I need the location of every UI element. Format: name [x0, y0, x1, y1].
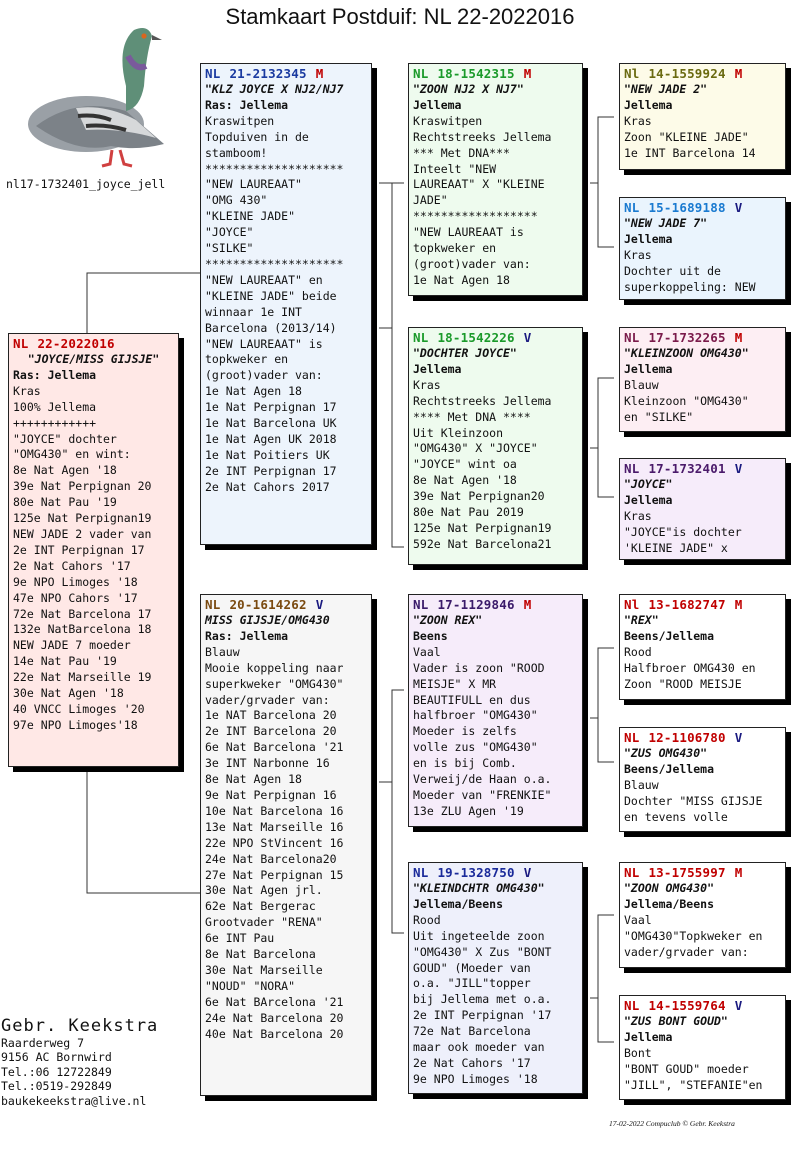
info-line: Uit Kleinzoon [413, 425, 504, 440]
info-line: 8e Nat Barcelona [205, 947, 316, 962]
info-line: Kras [624, 247, 652, 262]
country-code: Nl [624, 66, 640, 81]
dss-card [619, 594, 786, 700]
info-line: 62e Nat Bergerac [205, 899, 316, 914]
info-line: BEAUTIFULL en dus [413, 692, 531, 707]
ring-number: 17-1129846 [437, 597, 515, 612]
owner-line: Raarderweg 7 [1, 1036, 85, 1050]
info-line: 47e NPO Cahors '17 [13, 590, 138, 605]
info-line: 1e NAT Barcelona 20 [205, 708, 337, 723]
owner-address [1, 1036, 158, 1108]
info-line: "BONT GOUD" moeder [624, 1061, 749, 1076]
ssd-card [619, 197, 786, 300]
sex-marker: M [734, 330, 743, 345]
info-line: Zoon "ROOD MEISJE [624, 676, 742, 691]
info-line: stamboom! [205, 145, 268, 160]
info-line: 125e Nat Perpignan19 [13, 511, 152, 526]
info-line: "JOYCE" [205, 225, 254, 240]
country-code: NL [205, 66, 221, 81]
info-line: 3e INT Narbonne 16 [205, 756, 330, 771]
info-line: "JOYCE" wint oa [413, 457, 517, 472]
info-line: Grootvader "RENA" [205, 915, 323, 930]
info-lines [413, 378, 578, 553]
breed: Ras: Jellema [13, 367, 97, 382]
info-line: 72e Nat Barcelona [413, 1024, 531, 1039]
info-line: 10e Nat Barcelona 16 [205, 803, 344, 818]
breed: Jellema [624, 1029, 673, 1044]
country-code: NL [413, 865, 429, 880]
info-line: ++++++++++++ [13, 415, 97, 430]
breed: Jellema [624, 361, 673, 376]
info-lines [624, 248, 781, 296]
sex-marker: M [734, 597, 743, 612]
ring-number: 13-1755997 [648, 865, 726, 880]
ring-number: 18-1542315 [437, 66, 515, 81]
info-line: Kleinzoon "OMG430" [624, 393, 749, 408]
country-code: Nl [624, 597, 640, 612]
dam-sire-card [408, 594, 583, 827]
info-line: (groot)vader van: [413, 256, 531, 271]
info-line: 30e Nat Agen '18 [13, 686, 124, 701]
sire-card [200, 63, 372, 545]
info-line: superkweker "OMG430" [205, 676, 344, 691]
info-line: "OMG430"Topkweker en [624, 928, 763, 943]
info-line: 2e Nat Cahors '17 [413, 1055, 531, 1070]
info-line: 72e Nat Barcelona 17 [13, 606, 152, 621]
info-line: "NEW LAUREAAT" [205, 177, 302, 192]
sds-card [619, 327, 786, 432]
info-line: 9e NPO Limoges '18 [413, 1071, 538, 1086]
info-line: Uit ingeteelde zoon [413, 928, 545, 943]
info-lines [413, 114, 578, 289]
ring-number: 17-1732265 [648, 330, 726, 345]
ring-number: 14-1559924 [648, 66, 726, 81]
info-line: superkoppeling: NEW [624, 279, 756, 294]
info-line: 30e Nat Marseille [205, 962, 323, 977]
ring-number: 19-1328750 [437, 865, 515, 880]
dds-card [619, 862, 786, 968]
info-line: "JOYCE"is dochter [624, 524, 742, 539]
info-line: 1e Nat Agen 18 [205, 384, 302, 399]
info-line: Halfbroer OMG430 en [624, 660, 756, 675]
pigeon-name: MISS GIJSJE/OMG430 [205, 613, 330, 627]
info-line: Verweij/de Haan o.a. [413, 772, 552, 787]
info-line: "OMG430" en wint: [13, 447, 131, 462]
info-line: maar ook moeder van [413, 1040, 545, 1055]
country-code: NL [13, 336, 29, 351]
info-line: Rood [624, 644, 652, 659]
info-line: Dochter uit de [624, 263, 721, 278]
info-line: "NEW LAUREAAT" en [205, 272, 323, 287]
info-line: Kras [624, 113, 652, 128]
info-line: 592e Nat Barcelona21 [413, 536, 552, 551]
dam-card [200, 594, 372, 1096]
info-line: "NEW LAUREAAT" is [205, 336, 323, 351]
sex-marker: V [315, 597, 324, 612]
ring-number: 22-2022016 [37, 336, 115, 351]
info-line: 1e Nat Poitiers UK [205, 447, 330, 462]
info-lines [624, 645, 781, 693]
info-line: Barcelona (2013/14) [205, 320, 337, 335]
info-line: Vader is zoon "ROOD [413, 660, 545, 675]
info-lines [624, 913, 781, 961]
info-line: 100% Jellema [13, 399, 97, 414]
info-line: "SILKE" [205, 241, 254, 256]
sire-dam-card [408, 327, 583, 565]
sex-marker: M [523, 597, 532, 612]
pigeon-name: "ZOON OMG430" [624, 881, 715, 895]
info-line: "OMG 430" [205, 193, 268, 208]
info-line: en is bij Comb. [413, 756, 517, 771]
info-lines [413, 913, 578, 1088]
info-line: 6e Nat BArcelona '21 [205, 994, 344, 1009]
info-line: 2e INT Barcelona 20 [205, 724, 337, 739]
sex-marker: M [734, 865, 743, 880]
dsd-card [619, 727, 786, 832]
info-line: topkweker en [205, 352, 289, 367]
info-line: 13e Nat Marseille 16 [205, 819, 344, 834]
info-line: 22e Nat Marseille 19 [13, 670, 152, 685]
info-lines [624, 509, 781, 557]
info-line: 40 VNCC Limoges '20 [13, 701, 145, 716]
pigeon-name: "ZUS BONT GOUD" [624, 1014, 728, 1028]
breed: Beens/Jellema [624, 761, 715, 776]
sdd-card [619, 458, 786, 560]
info-line: 2e INT Perpignan 17 [13, 542, 145, 557]
info-line: 24e Nat Barcelona 20 [205, 1010, 344, 1025]
info-line: 22e NPO StVincent 16 [205, 835, 344, 850]
info-lines [624, 378, 781, 426]
info-line: Vaal [413, 644, 441, 659]
info-line: (groot)vader van: [205, 368, 323, 383]
info-line: *** Met DNA*** [413, 145, 510, 160]
info-line: **** Met DNA **** [413, 409, 531, 424]
breed: Beens/Jellema [624, 628, 715, 643]
sex-marker: M [734, 66, 743, 81]
pigeon-name: "KLEINZOON OMG430" [624, 346, 749, 360]
sex-marker: V [523, 330, 532, 345]
country-code: NL [624, 200, 640, 215]
info-line: Bont [624, 1045, 652, 1060]
breed: Ras: Jellema [205, 628, 289, 643]
info-lines [13, 384, 174, 734]
info-line: "JOYCE" dochter [13, 431, 117, 446]
info-line: Rood [413, 912, 441, 927]
footer-credit: 17-02-2022 Compuclub © Gebr. Keekstra [609, 1119, 735, 1128]
info-line: Blauw [624, 777, 659, 792]
ring-number: 18-1542226 [437, 330, 515, 345]
info-line: ****************** [413, 209, 538, 224]
info-line: halfbroer "OMG430" [413, 708, 538, 723]
info-line: 9e NPO Limoges '18 [13, 574, 138, 589]
country-code: NL [413, 330, 429, 345]
sex-marker: V [734, 200, 743, 215]
owner-line: baukekeekstra@live.nl [1, 1093, 147, 1108]
breed: Jellema/Beens [624, 896, 715, 911]
info-line: Kras [413, 377, 441, 392]
pigeon-name: "KLEINDCHTR OMG430" [413, 881, 545, 895]
pigeon-name: "DOCHTER JOYCE" [413, 346, 517, 360]
info-line: Rechtstreeks Jellema [413, 129, 552, 144]
info-line: 6e Nat Barcelona '21 [205, 740, 344, 755]
info-line: Moeder is zelfs [413, 724, 517, 739]
ring-number: 13-1682747 [648, 597, 726, 612]
info-line: "NOUD" "NORA" [205, 978, 296, 993]
info-line: LAUREAAT" X "KLEINE [413, 177, 545, 192]
info-line: 80e Nat Pau 2019 [413, 505, 524, 520]
info-line: GOUD" (Moeder van [413, 960, 531, 975]
sex-marker: V [734, 461, 743, 476]
ring-number: 14-1559764 [648, 998, 726, 1013]
info-lines [624, 1046, 781, 1094]
info-line: 132e NatBarcelona 18 [13, 622, 152, 637]
info-lines [205, 645, 367, 1043]
info-line: ******************** [205, 161, 344, 176]
info-line: 39e Nat Perpignan 20 [13, 479, 152, 494]
pigeon-name: "KLZ JOYCE X NJ2/NJ7 [205, 82, 344, 96]
info-line: volle zus "OMG430" [413, 740, 538, 755]
pigeon-name: "REX" [624, 613, 659, 627]
info-lines [624, 114, 781, 162]
pigeon-name: "NEW JADE 7" [624, 216, 708, 230]
info-line: 1e Nat Agen 18 [413, 272, 510, 287]
breed: Jellema [413, 361, 462, 376]
info-line: 2e Nat Cahors 2017 [205, 479, 330, 494]
info-line: Kras [624, 508, 652, 523]
country-code: NL [624, 461, 640, 476]
info-line: 6e INT Pau [205, 931, 275, 946]
breed: Ras: Jellema [205, 97, 289, 112]
info-line: NEW JADE 7 moeder [13, 638, 131, 653]
info-line: Blauw [624, 377, 659, 392]
info-line: "JILL", "STEFANIE"en [624, 1077, 763, 1092]
info-line: 1e Nat Agen UK 2018 [205, 431, 337, 446]
info-line: JADE" [413, 193, 448, 208]
breed: Jellema [624, 492, 673, 507]
sss-card [619, 63, 786, 170]
info-line: Vaal [624, 912, 652, 927]
info-line: Moeder van "FRENKIE" [413, 787, 552, 802]
info-line: MEISJE" X MR [413, 676, 497, 691]
pigeon-name: "ZOON NJ2 X NJ7" [413, 82, 524, 96]
sex-marker: M [523, 66, 532, 81]
info-line: Inteelt "NEW [413, 161, 497, 176]
breed: Jellema [413, 97, 462, 112]
info-line: 1e Nat Barcelona UK [205, 416, 337, 431]
info-line: o.a. "JILL"topper [413, 976, 531, 991]
ring-number: 21-2132345 [229, 66, 307, 81]
owner-name: Gebr. Keekstra [1, 1016, 159, 1036]
owner-line: 9156 AC Bornwird [1, 1050, 112, 1065]
sex-marker: V [734, 730, 743, 745]
ring-number: 12-1106780 [648, 730, 726, 745]
info-line: "KLEINE JADE" beide [205, 288, 337, 303]
info-line: bij Jellema met o.a. [413, 992, 552, 1007]
pigeon-name: "ZUS OMG430" [624, 746, 708, 760]
ring-number: 17-1732401 [648, 461, 726, 476]
sex-marker: V [734, 998, 743, 1013]
ring-number: 15-1689188 [648, 200, 726, 215]
info-lines [413, 645, 578, 820]
country-code: NL [624, 865, 640, 880]
info-line: ******************** [205, 256, 344, 271]
country-code: NL [624, 730, 640, 745]
info-line: 30e Nat Agen jrl. [205, 883, 323, 898]
info-line: en tevens volle [624, 809, 728, 824]
pigeon-name: "ZOON REX" [413, 613, 483, 627]
page-title: Stamkaart Postduif: NL 22-2022016 [225, 4, 575, 29]
info-line: 24e Nat Barcelona20 [205, 851, 337, 866]
country-code: NL [624, 330, 640, 345]
info-line: "NEW LAUREAAT is [413, 225, 524, 240]
info-line: 8e Nat Agen '18 [413, 473, 517, 488]
country-code: NL [413, 66, 429, 81]
info-line: NEW JADE 2 vader van [13, 526, 152, 541]
subject-card [8, 333, 179, 767]
ddd-card [619, 995, 786, 1100]
info-line: 8e Nat Agen 18 [205, 772, 302, 787]
owner-line: Tel.:06 12722849 [1, 1064, 112, 1079]
info-line: 8e Nat Agen '18 [13, 463, 117, 478]
info-line: topkweker en [413, 241, 497, 256]
info-line: Dochter "MISS GIJSJE [624, 793, 763, 808]
pigeon-name: "JOYCE" [624, 477, 673, 491]
info-line: 1e INT Barcelona 14 [624, 145, 756, 160]
info-line: 13e ZLU Agen '19 [413, 803, 524, 818]
info-line: 97e NPO Limoges'18 [13, 717, 138, 732]
info-line: 2e Nat Cahors '17 [13, 558, 131, 573]
info-line: Mooie koppeling naar [205, 660, 344, 675]
info-line: 9e Nat Perpignan 16 [205, 787, 337, 802]
country-code: NL [624, 998, 640, 1013]
info-line: "KLEINE JADE" [205, 209, 296, 224]
sex-marker: M [315, 66, 324, 81]
pigeon-name: "JOYCE/MISS GIJSJE" [27, 352, 160, 366]
info-line: Topduiven in de [205, 129, 309, 144]
info-line: 27e Nat Perpignan 15 [205, 867, 344, 882]
info-lines [205, 114, 367, 496]
info-line: 40e Nat Barcelona 20 [205, 1026, 344, 1041]
info-line: "OMG430" X Zus "BONT [413, 944, 552, 959]
owner-block [1, 1016, 158, 1108]
info-line: Kraswitpen [413, 113, 483, 128]
info-line: 14e Nat Pau '19 [13, 654, 117, 669]
info-line: vader/grvader van: [205, 692, 330, 707]
country-code: NL [205, 597, 221, 612]
info-line: winnaar 1e INT [205, 304, 302, 319]
info-line: 125e Nat Perpignan19 [413, 520, 552, 535]
info-line: Rechtstreeks Jellema [413, 393, 552, 408]
pigeon-name: "NEW JADE 2" [624, 82, 708, 96]
info-line: 'KLEINE JADE" x [624, 540, 728, 555]
breed: Jellema/Beens [413, 896, 504, 911]
info-lines [624, 778, 781, 826]
info-line: 39e Nat Perpignan20 [413, 489, 545, 504]
breed: Jellema [624, 97, 673, 112]
ring-number: 20-1614262 [229, 597, 307, 612]
info-line: 1e Nat Perpignan 17 [205, 400, 337, 415]
info-line: vader/grvader van: [624, 944, 749, 959]
info-line: 2e INT Perpignan 17 [205, 463, 337, 478]
country-code: NL [413, 597, 429, 612]
info-line: en "SILKE" [624, 409, 694, 424]
owner-line: Tel.:0519-292849 [1, 1079, 112, 1094]
info-line: Zoon "KLEINE JADE" [624, 129, 749, 144]
info-line: 2e INT Perpignan '17 [413, 1008, 552, 1023]
sire-sire-card [408, 63, 583, 296]
info-line: Kras [13, 383, 41, 398]
sex-marker: V [523, 865, 532, 880]
breed: Beens [413, 628, 448, 643]
dam-dam-card [408, 862, 583, 1094]
info-line: Kraswitpen [205, 113, 275, 128]
breed: Jellema [624, 231, 673, 246]
info-line: "OMG430" X "JOYCE" [413, 441, 538, 456]
info-line: 80e Nat Pau '19 [13, 495, 117, 510]
info-line: Blauw [205, 644, 240, 659]
photo-caption: nl17-1732401_joyce_jell [6, 177, 166, 191]
